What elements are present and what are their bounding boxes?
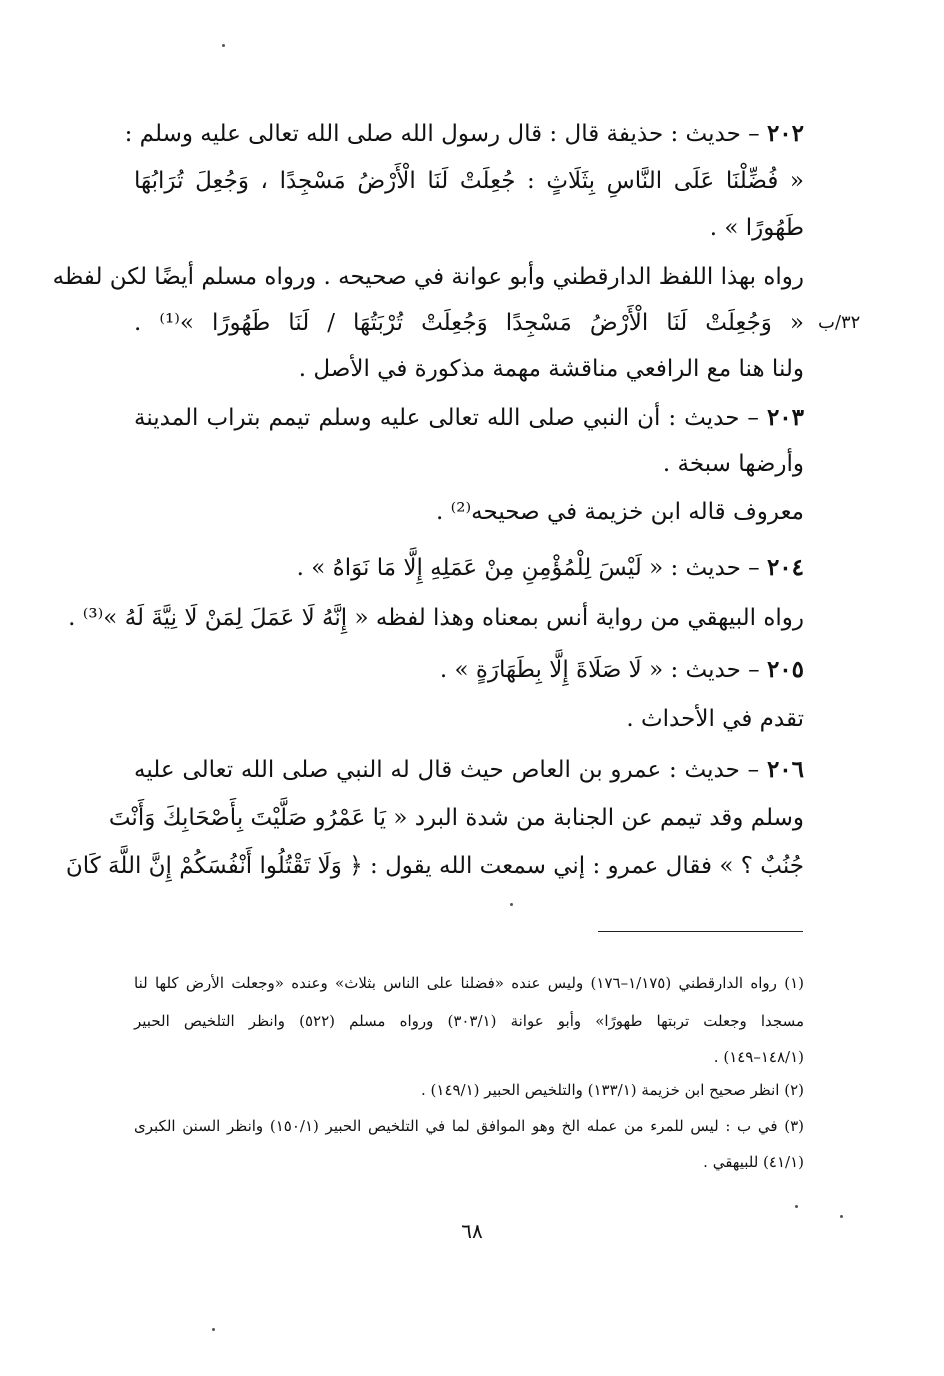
commentary-line: رواه بهذا اللفظ الدارقطني وأبو عوانة في صحيحه . ورواه مسلم أيضًا لكن لفظه xyxy=(52,264,804,290)
hadith-206-line-2: وسلم وقد تيمم عن الجنابة من شدة البرد « يَا عَمْرُو صَلَّيْتَ بِأَصْحَابِكَ وَأَنْتَ xyxy=(108,805,804,831)
hadith-text: – حديث : أن النبي صلى الله تعالى عليه وسلم تيمم بتراب المدينة xyxy=(134,405,759,431)
footnote-separator xyxy=(598,931,803,932)
footnote-3-line-1: (٣) في ب : ليس للمرء من عمله الخ وهو الموافق لما في التلخيص الحبير (١٥٠/١) وانظر السنن الكبرى xyxy=(134,1117,805,1135)
hadith-203-line-2: وأرضها سبخة . xyxy=(662,451,804,477)
hadith-number: ٢٠٣ xyxy=(766,404,804,431)
hadith-203-line-1 xyxy=(134,396,804,440)
hadith-text: – حديث : عمرو بن العاص حيث قال له النبي صلى الله تعالى عليه xyxy=(134,757,760,783)
hadith-204-line-1 xyxy=(134,546,804,590)
scan-speck xyxy=(510,903,513,906)
page-number: ٦٨ xyxy=(461,1219,483,1243)
hadith-202-line-3: طَهُورًا » . xyxy=(709,215,804,241)
commentary-line: تقدم في الأحداث . xyxy=(626,706,804,732)
commentary-line: ولنا هنا مع الرافعي مناقشة مهمة مذكورة في الأصل . xyxy=(298,356,804,382)
hadith-text: – حديث : حذيفة قال : قال رسول الله صلى الله تعالى عليه وسلم : xyxy=(124,121,760,147)
commentary-line: معروف قاله ابن خزيمة في صحيحه⁽²⁾ . xyxy=(435,499,804,525)
commentary-line: « وَجُعِلَتْ لَنَا الْأَرْضُ مَسْجِدًا وَجُعِلَتْ تُرْبَتُهَا / لَنَا طَهُورًا »⁽¹⁾ . xyxy=(134,310,804,336)
hadith-205-line-1 xyxy=(134,648,804,692)
hadith-number: ٢٠٤ xyxy=(766,554,804,581)
hadith-number: ٢٠٥ xyxy=(766,656,804,683)
hadith-202-line-1 xyxy=(124,112,804,156)
footnote-1-line-2: مسجدا وجعلت تربتها طهورًا» وأبو عوانة (٣٠٣/١) ورواه مسلم (٥٢٢) وانظر التلخيص الحبير xyxy=(134,1012,804,1030)
hadith-206-line-3: جُنُبٌ ؟ » فقال عمرو : إني سمعت الله يقول : ﴿ وَلَا تَقْتُلُوا أَنْفُسَكُمْ إِنَّ اللَّهَ كَانَ xyxy=(65,853,804,879)
hadith-text: – حديث : « لَا صَلَاةَ إِلَّا بِطَهَارَةٍ » . xyxy=(439,657,760,683)
footnote-2: (٢) انظر صحيح ابن خزيمة (١٣٣/١) والتلخيص الحبير (١٤٩/١) . xyxy=(421,1081,804,1099)
hadith-text: – حديث : « لَيْسَ لِلْمُؤْمِنِ مِنْ عَمَلِهِ إِلَّا مَا نَوَاهُ » . xyxy=(296,555,760,581)
manuscript-folio-marker: ٣٢/ب xyxy=(818,312,861,333)
scan-speck xyxy=(840,1215,843,1218)
scan-speck xyxy=(222,44,225,47)
hadith-number: ٢٠٢ xyxy=(766,120,804,147)
hadith-206-line-1 xyxy=(134,748,804,792)
commentary-line: رواه البيهقي من رواية أنس بمعناه وهذا لفظه « إِنَّهُ لَا عَمَلَ لِمَنْ لَا نِيَّةَ لَهُ »⁽³⁾ . xyxy=(68,605,804,631)
footnote-1-line-1: (١) رواه الدارقطني (١/١٧٥–١٧٦) وليس عنده «فضلنا على الناس بثلاث» وعنده «وجعلت الأرض كلها لنا xyxy=(134,974,804,992)
scan-speck xyxy=(795,1205,798,1208)
hadith-202-line-2: « فُضِّلْنَا عَلَى النَّاسِ بِثَلَاثٍ : جُعِلَتْ لَنَا الْأَرْضُ مَسْجِدًا ، وَجُعِلَ تُرَابُهَا xyxy=(134,168,804,194)
footnote-3-line-2: (٤١/١) للبيهقي . xyxy=(703,1153,804,1171)
scan-speck xyxy=(212,1328,215,1331)
footnote-1-line-3: (١٤٨/١–١٤٩) . xyxy=(713,1048,804,1066)
hadith-number: ٢٠٦ xyxy=(766,756,804,783)
